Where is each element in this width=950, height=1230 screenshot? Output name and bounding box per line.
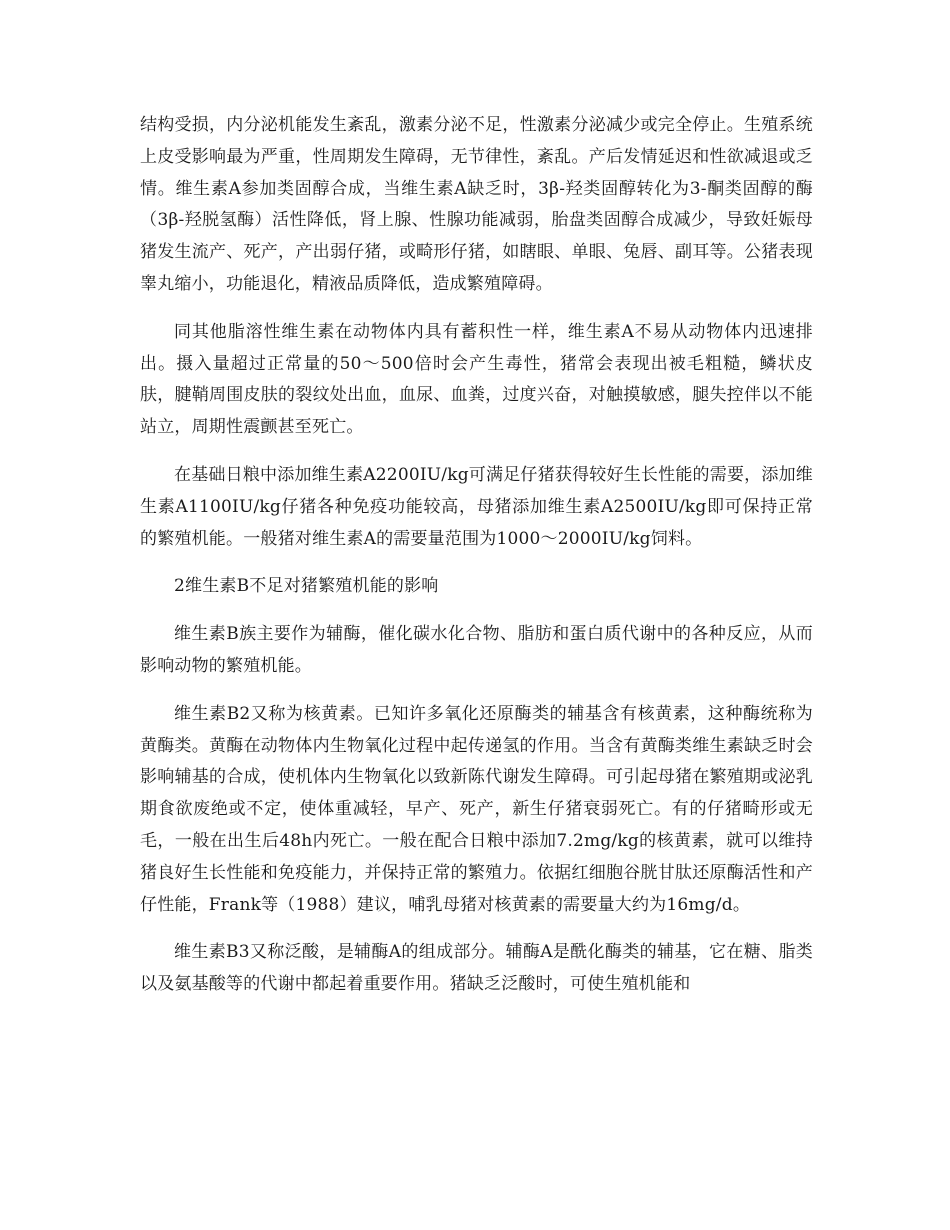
paragraph-vitamin-b-overview: 维生素B族主要作为辅酶，催化碳水化合物、脂肪和蛋白质代谢中的各种反应，从而影响动物的繁殖机能。 bbox=[140, 624, 813, 676]
paragraph-vitamin-a-requirements: 在基础日粮中添加维生素A2200IU/kg可满足仔猪获得较好生长性能的需要，添加维生素A1100IU/kg仔猪各种免疫功能较高，母猪添加维生素A2500IU/kg即可保持正常的繁殖机能。一般猪对维生素A的需要量范围为1000～2000IU/kg饲料。 bbox=[140, 464, 813, 549]
section-heading-vitamin-b: 2维生素B不足对猪繁殖机能的影响 bbox=[174, 576, 439, 597]
paragraph-vitamin-b3-pantothenic-acid: 维生素B3又称泛酸，是辅酶A的组成部分。辅酶A是酰化酶类的辅基，它在糖、脂类以及氨基酸等的代谢中都起着重要作用。猪缺乏泛酸时，可使生殖机能和 bbox=[140, 942, 813, 995]
paragraph-vitamin-a-deficiency-effects: 结构受损，内分泌机能发生紊乱，激素分泌不足，性激素分泌减少或完全停止。生殖系统上皮受影响最为严重，性周期发生障碍，无节律性，紊乱。产后发情延迟和性欲减退或乏情。维生素A参加类固醇合成，当维生素A缺乏时，3β-羟类固醇转化为3-酮类固醇的酶（3β-羟脱氢酶）活性降低，肾上腺、性腺功能减弱，胎盘类固醇合成减少，导致妊娠母猪发生流产、死产，产出弱仔猪，或畸形仔猪，如瞎眼、单眼、兔唇、副耳等。公猪表现睾丸缩小，功能退化，精液品质降低，造成繁殖障碍。 bbox=[140, 115, 813, 294]
paragraph-vitamin-a-toxicity: 同其他脂溶性维生素在动物体内具有蓄积性一样，维生素A不易从动物体内迅速排出。摄入量超过正常量的50～500倍时会产生毒性，猪常会表现出被毛粗糙，鳞状皮肤，腱鞘周围皮肤的裂纹处出血，血尿、血粪，过度兴奋，对触摸敏感，腿失控伴以不能站立，周期性震颤甚至死亡。 bbox=[140, 321, 813, 438]
paragraph-vitamin-b2-riboflavin: 维生素B2又称为核黄素。已知许多氧化还原酶类的辅基含有核黄素，这种酶统称为黄酶类。黄酶在动物体内生物氧化过程中起传递氢的作用。当含有黄酶类维生素缺乏时会影响辅基的合成，使机体内生物氧化以致新陈代谢发生障碍。可引起母猪在繁殖期或泌乳期食欲废绝或不定，使体重减轻，早产、死产，新生仔猪衰弱死亡。有的仔猪畸形或无毛，一般在出生后48h内死亡。一般在配合日粮中添加7.2mg/kg的核黄素，就可以维持猪良好生长性能和免疫能力，并保持正常的繁殖力。依据红细胞谷胱甘肽还原酶活性和产仔性能，Frank等（1988）建议，哺乳母猪对核黄素的需要量大约为16mg/d。 bbox=[140, 703, 813, 915]
document-body bbox=[140, 110, 813, 1017]
